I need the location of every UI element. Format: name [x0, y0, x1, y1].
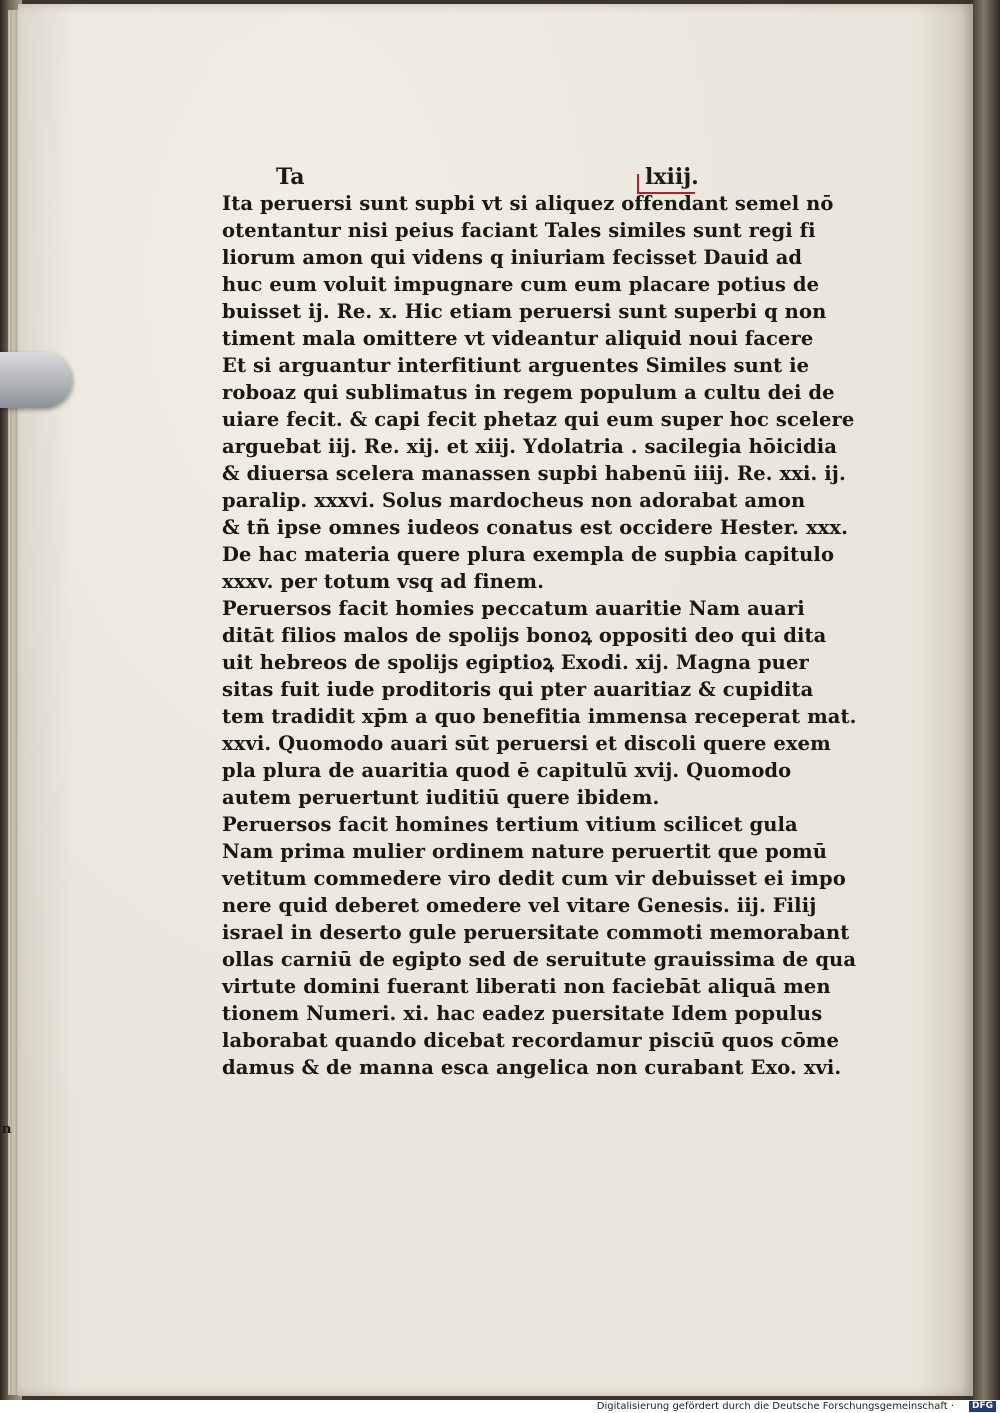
text-line: damus & de manna esca angelica non curabant Exo. xvi.: [222, 1056, 842, 1079]
dfg-logo: DFG: [969, 1401, 996, 1412]
text-line: sitas fuit iude proditoris qui pter auaritiaz & cupidita: [222, 678, 814, 701]
footer-credit: Digitalisierung gefördert durch die Deutsche Forschungsgemeinschaft ·: [596, 1401, 954, 1412]
text-line: xxxv. per totum vsq ad finem.: [222, 570, 545, 593]
text-line: De hac materia quere plura exempla de supbia capitulo: [222, 543, 835, 566]
text-line: paralip. xxxvi. Solus mardocheus non adorabat amon: [222, 489, 806, 512]
metal-clip-bookmark: [0, 352, 72, 408]
text-line: virtute domini fuerant liberati non faciebāt aliquā men: [222, 975, 831, 998]
text-line: & tñ ipse omnes iudeos conatus est occidere Hester. xxx.: [222, 516, 849, 539]
text-line: roboaz qui sublimatus in regem populum a cultu dei de: [222, 381, 835, 404]
text-line: otentantur nisi peius faciant Tales similes sunt regi fi: [222, 219, 816, 242]
text-column: [222, 190, 857, 1081]
text-line: Peruersos facit homies peccatum auaritie Nam auari: [222, 597, 805, 620]
text-line: Peruersos facit homines tertium vitium scilicet gula: [222, 813, 798, 836]
running-head-right: lxiij.: [645, 164, 699, 190]
running-head-left: Ta: [276, 164, 305, 190]
text-line: Ita peruersi sunt supbi vt si aliquez offendant semel nō: [222, 192, 834, 215]
margin-mark: n: [2, 1122, 12, 1137]
text-line: buisset ij. Re. x. Hic etiam peruersi sunt superbi q non: [222, 300, 827, 323]
text-line: & diuersa scelera manassen supbi habenū iiij. Re. xxi. ij.: [222, 462, 846, 485]
text-line: Nam prima mulier ordinem nature peruertit que pomū: [222, 840, 827, 863]
text-line: uit hebreos de spolijs egiptioꝝ Exodi. xij. Magna puer: [222, 651, 809, 674]
text-line: vetitum commedere viro dedit cum vir debuisset ei impo: [222, 867, 846, 890]
text-line: ditāt filios malos de spolijs bonoꝝ oppositi deo qui dita: [222, 624, 827, 647]
text-line: tionem Numeri. xi. hac eadez puersitate Idem populus: [222, 1002, 823, 1025]
text-line: pla plura de auaritia quod ē capitulū xvij. Quomodo: [222, 759, 792, 782]
text-line: liorum amon qui videns q iniuriam fecisset Dauid ad: [222, 246, 803, 269]
text-line: huc eum voluit impugnare cum eum placare potius de: [222, 273, 820, 296]
text-line: nere quid deberet omedere vel vitare Genesis. iij. Filij: [222, 894, 817, 917]
text-line: xxvi. Quomodo auari sūt peruersi et discoli quere exem: [222, 732, 831, 755]
text-line: timent mala omittere vt videantur aliquid noui facere: [222, 327, 814, 350]
text-line: israel in deserto gule peruersitate commoti memorabant: [222, 921, 850, 944]
text-line: Et si arguantur interfitiunt arguentes Similes sunt ie: [222, 354, 810, 377]
text-line: arguebat iij. Re. xij. et xiij. Ydolatria . sacilegia hōicidia: [222, 435, 837, 458]
text-line: tem tradidit xp̄m a quo benefitia immensa receperat mat.: [222, 705, 857, 728]
text-line: autem peruertunt iuditiū quere ibidem.: [222, 786, 660, 809]
book-edge-right: [973, 0, 1000, 1400]
text-line: ollas carniū de egipto sed de seruitute grauissima de qua: [222, 948, 857, 971]
text-line: uiare fecit. & capi fecit phetaz qui eum super hoc scelere: [222, 408, 855, 431]
text-line: laborabat quando dicebat recordamur pisciū quos cōme: [222, 1029, 840, 1052]
